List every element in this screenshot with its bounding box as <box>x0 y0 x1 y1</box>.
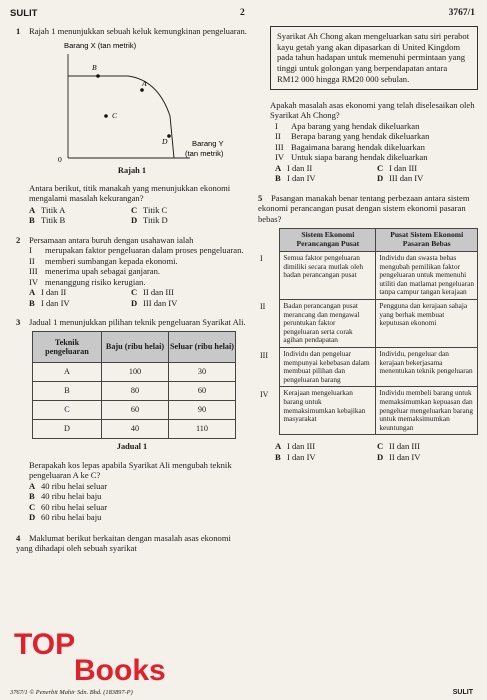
table-row: IV Kerajaan mengeluarkan barang untuk memaksimumkan kebajikan masyarakat Individu membeli barang untuk memaksimumkan kepuasan dan pengeluar mengeluarkan barang untuk memaksimumkan keuntungan <box>260 387 478 435</box>
x-axis-unit: (tan metrik) <box>185 149 224 159</box>
question-4-options <box>262 163 478 184</box>
question-stem: Jadual 1 menunjukkan pilihan teknik pengeluaran Syarikat Ali. <box>29 317 246 328</box>
option-b[interactable]: B I dan IV <box>275 451 316 462</box>
question-number: 3 <box>16 317 21 328</box>
table-header: Baju (ribu helai) <box>102 331 169 362</box>
table-row: I Semua faktor pengeluaran dimiliki secara mutlak oleh badan perancangan pusat Individu dan swasta bebas mengubah pemilikan faktor pengeluaran untuk memenuhi utiliti dan matlamat pengeluaran tanpa campur tangan kerajaan <box>260 251 478 299</box>
option-a[interactable]: A I dan II <box>275 162 313 173</box>
y-axis-label: Barang X (tan metrik) <box>64 41 137 51</box>
table-header: Seluar (ribu helai) <box>169 331 236 362</box>
option-d[interactable]: D II dan IV <box>377 451 421 462</box>
question-5 <box>258 193 478 463</box>
question-text: Antara berikut, titik manakah yang menunjukkan ekonomi mengalami masalah kekurangan? <box>29 182 231 204</box>
table-header: Teknik pengeluaran <box>33 331 102 362</box>
right-column <box>258 26 478 462</box>
list-item: III menerima upah sebagai ganjaran. <box>29 266 161 277</box>
option-b[interactable]: B Titik B <box>29 215 66 226</box>
option-d[interactable]: D III dan IV <box>377 173 424 184</box>
list-item: III Bagaimana barang hendak dikeluarkan <box>275 141 425 152</box>
option-b[interactable]: B 40 ribu helai baju <box>29 491 102 502</box>
options <box>16 205 248 226</box>
production-table <box>32 331 236 439</box>
list-item: I Apa barang yang hendak dikeluarkan <box>275 120 420 131</box>
option-c[interactable]: C I dan III <box>377 162 418 173</box>
left-column <box>16 26 248 554</box>
header-sulit-left: SULIT <box>10 8 38 19</box>
list-item: II memberi sumbangan kepada ekonomi. <box>29 255 178 266</box>
origin-label: 0 <box>58 155 62 165</box>
logo-books: Books <box>74 654 166 687</box>
question-3 <box>16 317 248 523</box>
list-item: I merupakan faktor pengeluaran dalam proses pengeluaran. <box>29 245 244 256</box>
point-a-label: A <box>142 79 147 89</box>
logo-top: TOP <box>14 628 76 661</box>
question-number: 1 <box>16 26 21 36</box>
options <box>262 441 478 462</box>
question-4-text: Apakah masalah asas ekonomi yang telah diselesaikan oleh Syarikat Ah Chong? <box>270 99 475 121</box>
option-c[interactable]: C II dan III <box>131 287 175 298</box>
option-b[interactable]: B I dan IV <box>29 297 70 308</box>
figure-caption: Rajah 1 <box>117 166 147 176</box>
footer-sulit: SULIT <box>452 689 473 696</box>
footer-copyright: 3767/1 © Penerbit Mahir Sdn. Bhd. (183897-P) <box>10 689 133 696</box>
table-row: III Individu dan pengeluar mempunyai kebebasan dalam membuat pilihan dan pengeluaran barang Individu, pengeluar dan kerajaan bekerjasama menentukan teknik pengeluaran <box>260 348 478 387</box>
table-row: B 80 60 <box>33 381 236 400</box>
x-axis-label: Barang Y <box>192 139 224 149</box>
table-row: D 40 110 <box>33 419 236 438</box>
option-a[interactable]: A I dan II <box>29 287 67 298</box>
question-stem: Persamaan antara buruh dengan usahawan ialah <box>29 234 194 245</box>
question-1 <box>16 26 248 226</box>
options <box>16 287 248 308</box>
topbooks-logo <box>10 622 180 688</box>
option-b[interactable]: B I dan IV <box>275 173 316 184</box>
page-number: 2 <box>240 8 245 18</box>
question-4-stem <box>16 533 248 554</box>
table-row: A 100 30 <box>33 362 236 381</box>
question-stem: Maklumat berikut berkaitan dengan masalah asas ekonomi yang dihadapi oleh sebuah syarikat <box>16 532 231 554</box>
ppc-curve <box>68 76 174 158</box>
question-text: Berapakah kos lepas apabila Syarikat Ali mengubah teknik pengeluaran A ke C? <box>29 459 232 481</box>
table-header: Pusat Sistem Ekonomi Pasaran Bebas <box>376 229 478 252</box>
question-number: 5 <box>258 192 263 203</box>
point-c <box>104 115 108 119</box>
question-number: 2 <box>16 234 21 245</box>
option-d[interactable]: D III dan IV <box>131 297 178 308</box>
ppc-chart <box>42 36 232 164</box>
list-item: IV Untuk siapa barang hendak dikeluarkan <box>275 152 428 163</box>
comparison-table <box>260 228 478 435</box>
table-caption: Jadual 1 <box>116 441 148 451</box>
question-number: 4 <box>16 532 21 543</box>
option-d[interactable]: D Titik D <box>131 215 168 226</box>
option-c[interactable]: C Titik C <box>131 204 168 215</box>
option-a[interactable]: A Titik A <box>29 204 66 215</box>
list-item: IV menanggung risiko kerugian. <box>29 276 146 287</box>
question-4-items <box>262 121 478 163</box>
point-a <box>140 89 144 93</box>
question-2 <box>16 235 248 308</box>
option-d[interactable]: D 60 ribu helai baju <box>29 512 102 523</box>
option-a[interactable]: A 40 ribu helai seluar <box>29 480 108 491</box>
option-a[interactable]: A I dan III <box>275 441 316 452</box>
point-b <box>96 75 100 79</box>
list-item: II Berapa barang yang hendak dikeluarkan <box>275 131 430 142</box>
option-c[interactable]: C II dan III <box>377 441 421 452</box>
point-c-label: C <box>112 111 118 121</box>
scenario-box: Syarikat Ah Chong akan mengeluarkan satu siri perabot kayu getah yang akan dipasarkan di United Kingdom pada tahun hadapan untuk memenuhi permintaan yang tinggi untuk golongan yang berpendapatan antara RM12 000 hingga RM20 000 sebulan. <box>270 26 478 90</box>
options <box>16 481 248 523</box>
question-stem: Rajah 1 menunjukkan sebuah keluk kemungkinan pengeluaran. <box>29 26 247 36</box>
question-stem: Pasangan manakah benar tentang perbezaan antara sistem ekonomi perancangan pusat dengan sistem ekonomi pasaran bebas? <box>258 192 470 224</box>
point-d <box>167 135 171 139</box>
table-row: II Badan perancangan pusat merancang dan mengawal peruntukan faktor pengeluaran serta corak agihan pendapatan Pengguna dan kerajaan sahaja yang berhak membuat keputusan ekonomi <box>260 299 478 347</box>
option-c[interactable]: C 60 ribu helai seluar <box>29 501 108 512</box>
point-d-label: D <box>162 137 168 147</box>
paper-code: 3767/1 <box>448 8 475 18</box>
table-header: Sistem Ekonomi Perancangan Pusat <box>280 229 376 252</box>
table-row: C 60 90 <box>33 400 236 419</box>
point-b-label: B <box>92 63 97 73</box>
